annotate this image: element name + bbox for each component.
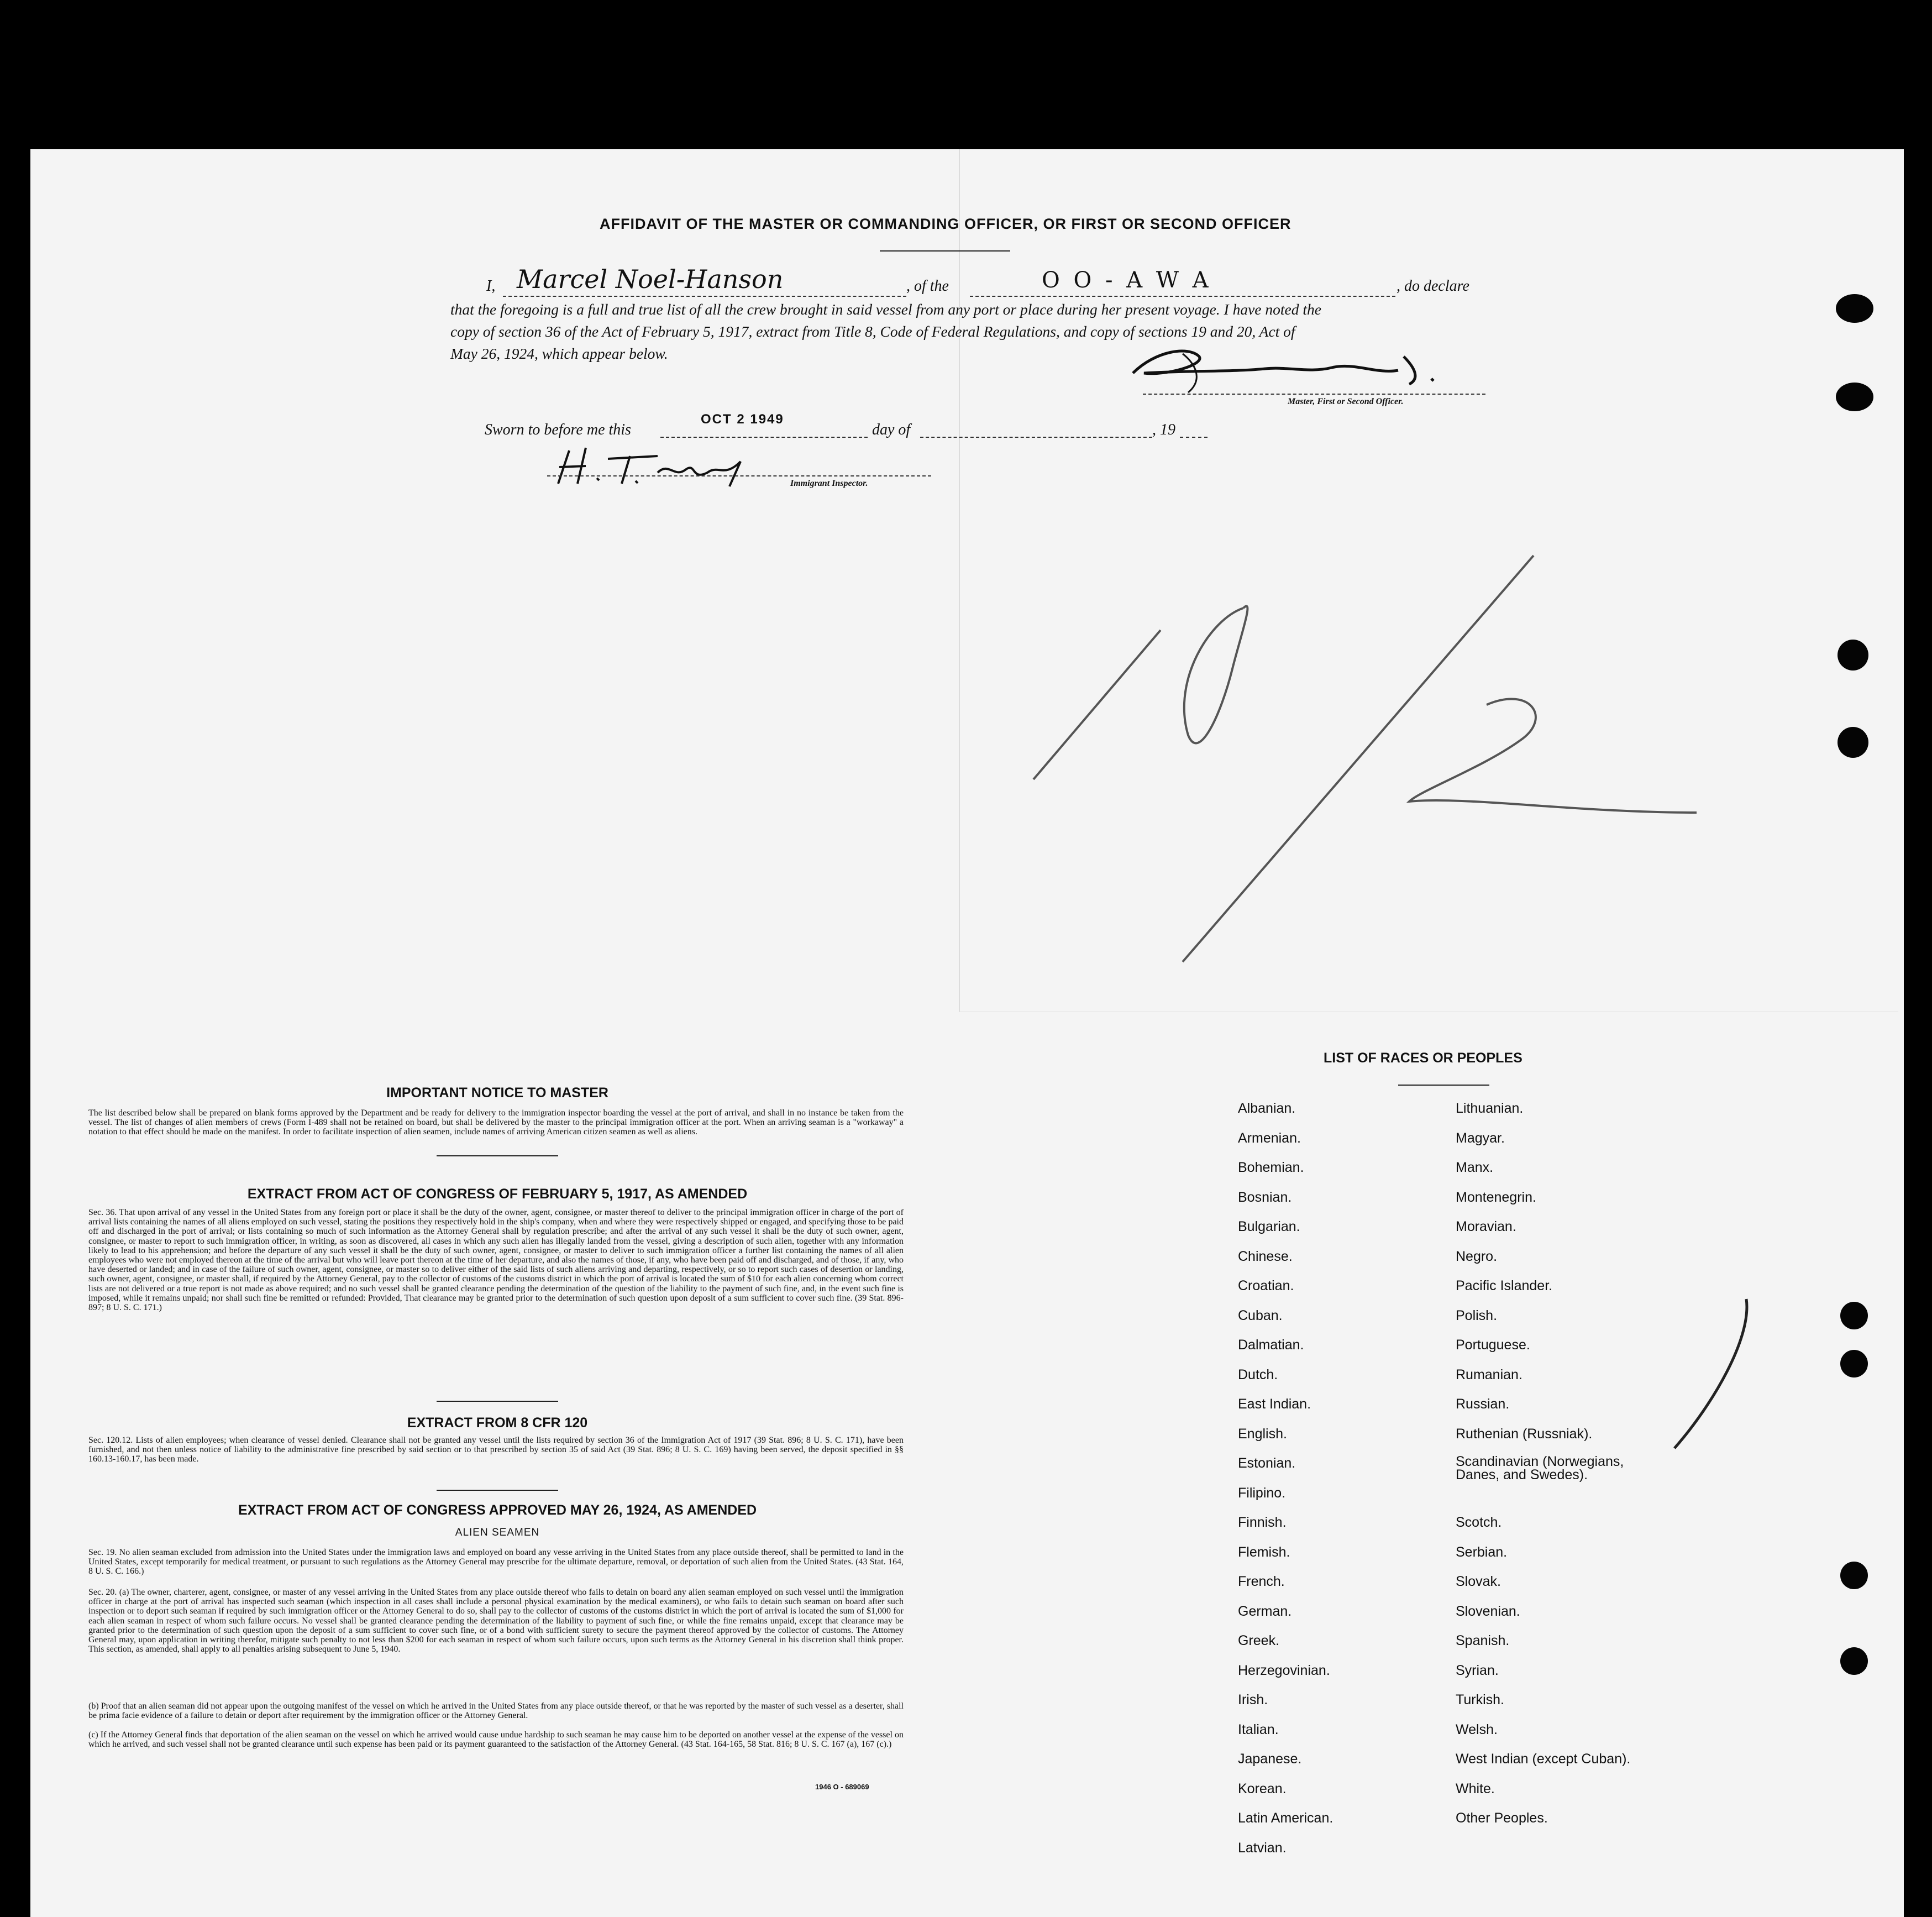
race-item: Slovak. (1456, 1574, 1501, 1589)
race-item: Other Peoples. (1456, 1810, 1548, 1826)
notice-text: The list described below shall be prepared on blank forms approved by the Department and be ready for delivery to the immigration inspector boarding the vessel at the port of arrival, and shall in no instance be taken from the vessel. The list of changes of alien members of crews (Form I-489 shall not be retained on board, but shall be delivered by the master to the principal immigration officer at the port. When an arriving seaman is a "workaway" a notation to that effect should be made on the manifest. In order to facilitate inspection of alien seamen, include names of arriving American citizen seamen as well as aliens. (88, 1108, 904, 1137)
section-rule (437, 1490, 558, 1491)
title-rule (880, 250, 1010, 252)
extract-1917-heading: EXTRACT FROM ACT OF CONGRESS OF FEBRUARY 5, 1917, AS AMENDED (247, 1186, 748, 1202)
name-line (503, 296, 906, 297)
race-item: Cuban. (1238, 1307, 1283, 1323)
vessel-line (970, 296, 1395, 297)
race-item: Japanese. (1238, 1751, 1302, 1767)
sworn-date-line (660, 437, 868, 438)
race-item: East Indian. (1238, 1396, 1311, 1412)
punch-hole (1838, 640, 1868, 671)
races-right-column (1456, 1100, 1638, 1840)
race-item: Welsh. (1456, 1721, 1498, 1737)
pencil-tick-mark (1669, 1293, 1757, 1454)
races-heading: LIST OF RACES OR PEOPLES (1324, 1050, 1523, 1066)
vessel-name: O O - A W A (1042, 268, 1212, 293)
race-item: Herzegovinian. (1238, 1662, 1330, 1678)
race-item: Polish. (1456, 1307, 1498, 1323)
sworn-label: Sworn to before me this (485, 421, 631, 438)
i-label: I, (486, 277, 496, 295)
race-item: Croatian. (1238, 1278, 1294, 1293)
race-item: Ruthenian (Russniak). (1456, 1426, 1593, 1442)
punch-hole (1838, 727, 1868, 758)
race-item: Bosnian. (1238, 1189, 1292, 1205)
section-rule (437, 1401, 558, 1402)
print-code: 1946 O - 689069 (815, 1783, 869, 1791)
race-item: Spanish. (1456, 1633, 1510, 1648)
sec19-text: Sec. 19. No alien seaman excluded from admission into the United States under the immigration laws and employed on board any vesse arriving in the United States from any place outside thereof, shall be permitted to land in the United States, except temporarily for medical treatment, or pursuant to such regulations as the Attorney General may prescribe for the ultimate departure, removal, or deportation of such alien from the United States. (43 Stat. 164, 8 U. S. C. 166.) (88, 1548, 904, 1576)
year-label: , 19 (1152, 421, 1175, 438)
race-item: Dalmatian. (1238, 1337, 1304, 1353)
race-item: Filipino. (1238, 1485, 1286, 1501)
notice-heading: IMPORTANT NOTICE TO MASTER (386, 1085, 608, 1101)
race-item: Irish. (1238, 1692, 1268, 1708)
race-item: Turkish. (1456, 1692, 1504, 1708)
statement-line-2: copy of section 36 of the Act of February 5, 1917, extract from Title 8, Code of Federal Regulations, and copy of sections 19 and 20, Act of (450, 323, 1295, 340)
race-item: Flemish. (1238, 1544, 1290, 1560)
extract-cfr-heading: EXTRACT FROM 8 CFR 120 (407, 1415, 588, 1431)
race-item: Manx. (1456, 1160, 1494, 1175)
inspector-caption: Immigrant Inspector. (790, 479, 868, 488)
race-item: Finnish. (1238, 1515, 1287, 1530)
master-caption: Master, First or Second Officer. (1288, 397, 1404, 406)
race-item: Korean. (1238, 1780, 1287, 1796)
sec20a-text: Sec. 20. (a) The owner, charterer, agent, consignee, or master of any vessel arriving in the United States from any place outside thereof who fails to detain on board any alien seaman employed on such vessel until the immigration officer in charge at the port of arrival has inspected such seaman (which inspection in all cases shall include a personal physical examination by the medical examiners), or who fails to detain such seaman on board after such inspection or to deport such seaman if required by such immigration officer or the Attorney General to do so, shall pay to the collector of customs of the customs district in which the port of arrival is located the sum of $1,000 for each alien seaman in respect of whom such failure occurs. No vessel shall be granted clearance pending the determination of the liability to payment of such fine, or while the fine remains unpaid, except that clearance may be granted prior to the determination of such question upon the deposit of a sum sufficient to cover such fine, or of a bond with sufficient surety to secure the payment thereof approved by the collector of customs. The Attorney General may, upon application in writing therefor, mitigate such penalty to not less than $200 for each seaman in respect of whom such failure occurs, upon such terms as the Attorney General in his discretion shall think proper. This section, as amended, shall apply to all penalties arising subsequent to June 5, 1940. (88, 1588, 904, 1654)
race-item: English. (1238, 1426, 1287, 1442)
races-left-column (1238, 1100, 1333, 1869)
statement-line-3: May 26, 1924, which appear below. (450, 345, 668, 362)
section-rule (437, 1155, 558, 1156)
punch-hole (1840, 1350, 1868, 1377)
race-item: Rumanian. (1456, 1366, 1523, 1382)
punch-hole (1836, 383, 1873, 411)
inspector-signature-line (547, 475, 931, 476)
month-line (920, 437, 1152, 438)
declarant-name: Marcel Noel-Hanson (517, 264, 784, 294)
punch-hole (1840, 1302, 1868, 1329)
race-item: Pacific Islander. (1456, 1278, 1553, 1293)
race-item: Montenegrin. (1456, 1189, 1536, 1205)
race-item: Negro. (1456, 1248, 1498, 1264)
race-item: Portuguese. (1456, 1337, 1530, 1353)
races-rule (1398, 1085, 1489, 1086)
race-item: Chinese. (1238, 1248, 1293, 1264)
race-item: Moravian. (1456, 1219, 1516, 1234)
race-item: Magyar. (1456, 1130, 1505, 1146)
race-item: Serbian. (1456, 1544, 1508, 1560)
extract-cfr-text: Sec. 120.12. Lists of alien employees; when clearance of vessel denied. Clearance shall not be granted any vessel until the lists required by section 36 of the Immigration Act of 1917 (39 Stat. 896; 8 U. S. C. 171), have been furnished, and not then unless notice of liability to the administrative fine prescribed by said section or to that prescribed by section 35 of said Act (39 Stat. 896; 8 U. S. C. 169) having been served, the deposit specified in §§ 160.13-160.17, has been made. (88, 1436, 904, 1464)
statement-line-1: that the foregoing is a full and true list of all the crew brought in said vessel from any port or place during her present voyage. I have noted the (450, 301, 1321, 318)
handwritten-mark-10-2 (1022, 547, 1741, 973)
race-item: Bohemian. (1238, 1160, 1304, 1175)
race-item: Russian. (1456, 1396, 1510, 1412)
race-item: French. (1238, 1574, 1285, 1589)
sec20c-text: (c) If the Attorney General finds that deportation of the alien seaman on the vessel on which he arrived would cause undue hardship to such seaman he may cause him to be deported on another vessel at the expense of the vessel on which he arrived, and such vessel shall not be granted clearance until such expense has been paid or its payment guaranteed to the satisfaction of the Attorney General. (43 Stat. 164-165, 58 Stat. 816; 8 U. S. C. 167 (a), 167 (c).) (88, 1730, 904, 1750)
do-declare-label: , do declare (1397, 277, 1469, 295)
alien-seamen-subheading: ALIEN SEAMEN (455, 1527, 540, 1538)
master-signature (1122, 340, 1464, 395)
race-item: Syrian. (1456, 1662, 1499, 1678)
extract-1924-heading: EXTRACT FROM ACT OF CONGRESS APPROVED MAY 26, 1924, AS AMENDED (238, 1502, 757, 1518)
of-the-label: , of the (906, 277, 949, 295)
race-item: Scandinavian (Norwegians, Danes, and Swedes). (1456, 1454, 1624, 1483)
sec20b-text: (b) Proof that an alien seaman did not appear upon the outgoing manifest of the vessel on which he arrived in the United States from any place outside thereof, or that he was reported by the master of such vessel as a deserter, shall be prima facie evidence of a failure to detain or deport after requirement by the immigration officer or the Attorney General. (88, 1701, 904, 1721)
date-stamp: OCT 2 1949 (701, 412, 784, 427)
race-item: Greek. (1238, 1633, 1280, 1648)
race-item: German. (1238, 1603, 1292, 1619)
race-item: White. (1456, 1780, 1495, 1796)
race-item: Lithuanian. (1456, 1101, 1524, 1116)
inspector-signature (547, 439, 790, 489)
fold-line (959, 149, 960, 1012)
year-line (1180, 437, 1208, 438)
race-item: Slovenian. (1456, 1603, 1520, 1619)
punch-hole (1836, 294, 1873, 323)
race-item: Latvian. (1238, 1840, 1287, 1856)
master-signature-line (1143, 394, 1485, 395)
race-item: Latin American. (1238, 1810, 1334, 1826)
race-item: Albanian. (1238, 1101, 1296, 1116)
extract-1917-text: Sec. 36. That upon arrival of any vessel in the United States from any foreign port or place it shall be the duty of the owner, agent, consignee, or master thereof to deliver to the principal immigration officer in charge of the port of arrival lists containing the names of all aliens employed on such vessel, stating the positions they respectively hold in the ship's company, when and where they were respectively shipped or engaged, and specifying those to be paid off and discharged in the port of arrival; or lists containing so much of such information as the Attorney General shall by regulation prescribe; and after the arrival of any such vessel it shall be the duty of such owner, agent, consignee, or master to report to such immigration officer, in writing, as soon as discovered, all cases in which any such alien has illegally landed from the vessel, giving a description of such alien, together with any information likely to lead to his apprehension; and before the departure of any such vessel it shall be the duty of such owner, agent, consignee, or master to deliver to such immigration officer a further list containing the names of all alien employees who were not employed thereon at the time of the arrival but who will leave port thereon at the time of her departure, and also the names of those, if any, who have been paid off and discharged, and of those, if any, who have deserted or landed; and in case of the failure of such owner, agent, consignee, or master so to deliver either of the said lists of such aliens arriving and departing, respectively, or so to report such cases of desertion or landing, such owner, agent, consignee, or master shall, if required by the Attorney General, pay to the collector of customs of the customs district in which the port of arrival is located the sum of $10 for each alien concerning whom correct lists are not delivered or a true report is not made as above required; and no such vessel shall be granted clearance pending the determination of the question of the liability to the payment of such fine, and, in the event such fine is imposed, while it remains unpaid; nor shall such fine be remitted or refunded: Provided, That clearance may be granted prior to the determination of such question upon deposit of a sum sufficient to cover such fine. (39 Stat. 896-897; 8 U. S. C. 171.) (88, 1208, 904, 1313)
affidavit-title: AFFIDAVIT OF THE MASTER OR COMMANDING OFFICER, OR FIRST OR SECOND OFFICER (600, 216, 1292, 232)
race-item: Armenian. (1238, 1130, 1301, 1146)
punch-hole (1840, 1647, 1868, 1675)
race-item: West Indian (except Cuban). (1456, 1751, 1631, 1767)
punch-hole (1840, 1562, 1868, 1589)
race-item: Estonian. (1238, 1455, 1296, 1471)
race-item: Dutch. (1238, 1366, 1278, 1382)
race-item: Italian. (1238, 1721, 1279, 1737)
race-item: Scotch. (1456, 1515, 1502, 1530)
day-of-label: day of (872, 421, 911, 438)
race-item: Bulgarian. (1238, 1219, 1300, 1234)
